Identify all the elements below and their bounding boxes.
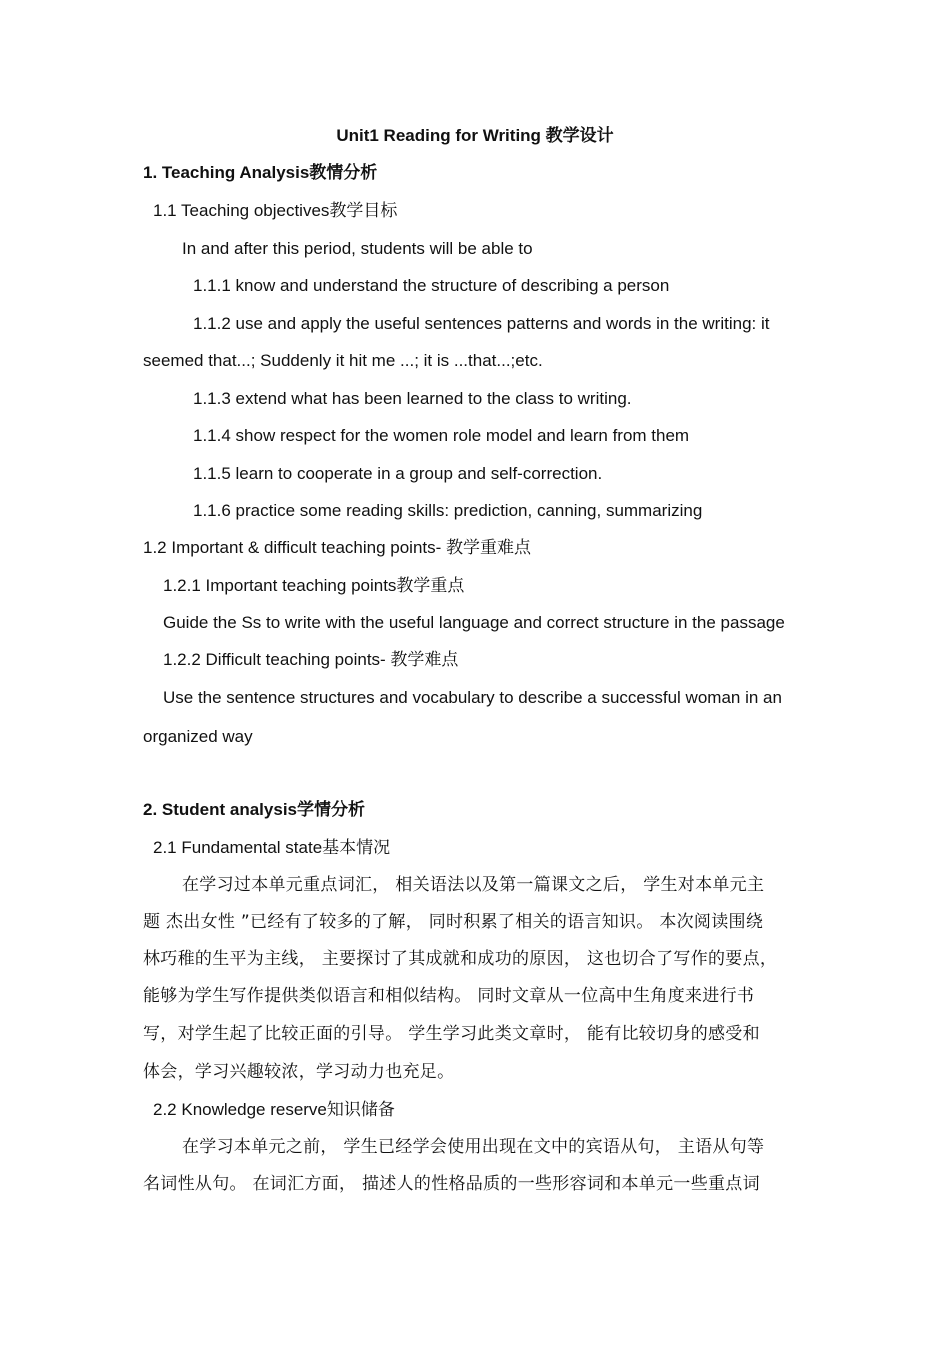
section-1-2-2-heading: 1.2.2 Difficult teaching points- 教学难点 — [163, 650, 459, 669]
objective-item: 1.1.4 show respect for the women role model and learn from them — [193, 426, 690, 445]
paragraph-line: 写，对学生起了比较正面的引导。 学生学习此类文章时， 能有比较切身的感受和 — [143, 1024, 760, 1044]
paragraph-line: 能够为学生写作提供类似语言和相似结构。 同时文章从一位高中生角度来进行书 — [143, 986, 755, 1006]
objective-item: 1.1.6 practice some reading skills: prediction, canning, summarizing — [193, 501, 703, 520]
section-2-2-heading: 2.2 Knowledge reserve知识储备 — [153, 1100, 395, 1119]
difficult-points-text: organized way — [143, 727, 253, 746]
paragraph-line: 林巧稚的生平为主线， 主要探讨了其成就和成功的原因， 这也切合了写作的要点， — [143, 949, 778, 969]
section-1-2-1-heading: 1.2.1 Important teaching points教学重点 — [163, 576, 465, 595]
objectives-intro: In and after this period, students will be able to — [182, 239, 533, 258]
objective-item-continuation: seemed that...; Suddenly it hit me ...; it is ...that...;etc. — [143, 351, 543, 370]
difficult-points-text: Use the sentence structures and vocabulary to describe a successful woman in an — [163, 688, 782, 707]
paragraph-line: 在学习本单元之前， 学生已经学会使用出现在文中的宾语从句， 主语从句等 — [182, 1137, 765, 1157]
objective-item: 1.1.2 use and apply the useful sentences patterns and words in the writing: it — [193, 314, 770, 333]
section-2-heading: 2. Student analysis学情分析 — [143, 800, 365, 819]
objective-item: 1.1.5 learn to cooperate in a group and self-correction. — [193, 464, 603, 483]
section-2-1-heading: 2.1 Fundamental state基本情况 — [153, 838, 391, 857]
paragraph-line: 题 杰出女性 ”已经有了较多的了解， 同时积累了相关的语言知识。 本次阅读围绕 — [143, 912, 764, 932]
section-1-2-heading: 1.2 Important & difficult teaching points- 教学重难点 — [143, 538, 532, 557]
paragraph-line: 体会，学习兴趣较浓，学习动力也充足。 — [143, 1062, 455, 1082]
section-1-1-heading: 1.1 Teaching objectives教学目标 — [153, 201, 398, 220]
objective-item: 1.1.1 know and understand the structure of describing a person — [193, 276, 670, 295]
paragraph-line: 在学习过本单元重点词汇， 相关语法以及第一篇课文之后， 学生对本单元主 — [182, 875, 765, 895]
objective-item: 1.1.3 extend what has been learned to the class to writing. — [193, 389, 632, 408]
paragraph-line: 名词性从句。 在词汇方面， 描述人的性格品质的一些形容词和本单元一些重点词 — [143, 1174, 760, 1194]
section-1-heading: 1. Teaching Analysis教情分析 — [143, 163, 378, 182]
document-title: Unit1 Reading for Writing 教学设计 — [336, 126, 614, 145]
important-points-text: Guide the Ss to write with the useful language and correct structure in the passage — [163, 613, 785, 632]
